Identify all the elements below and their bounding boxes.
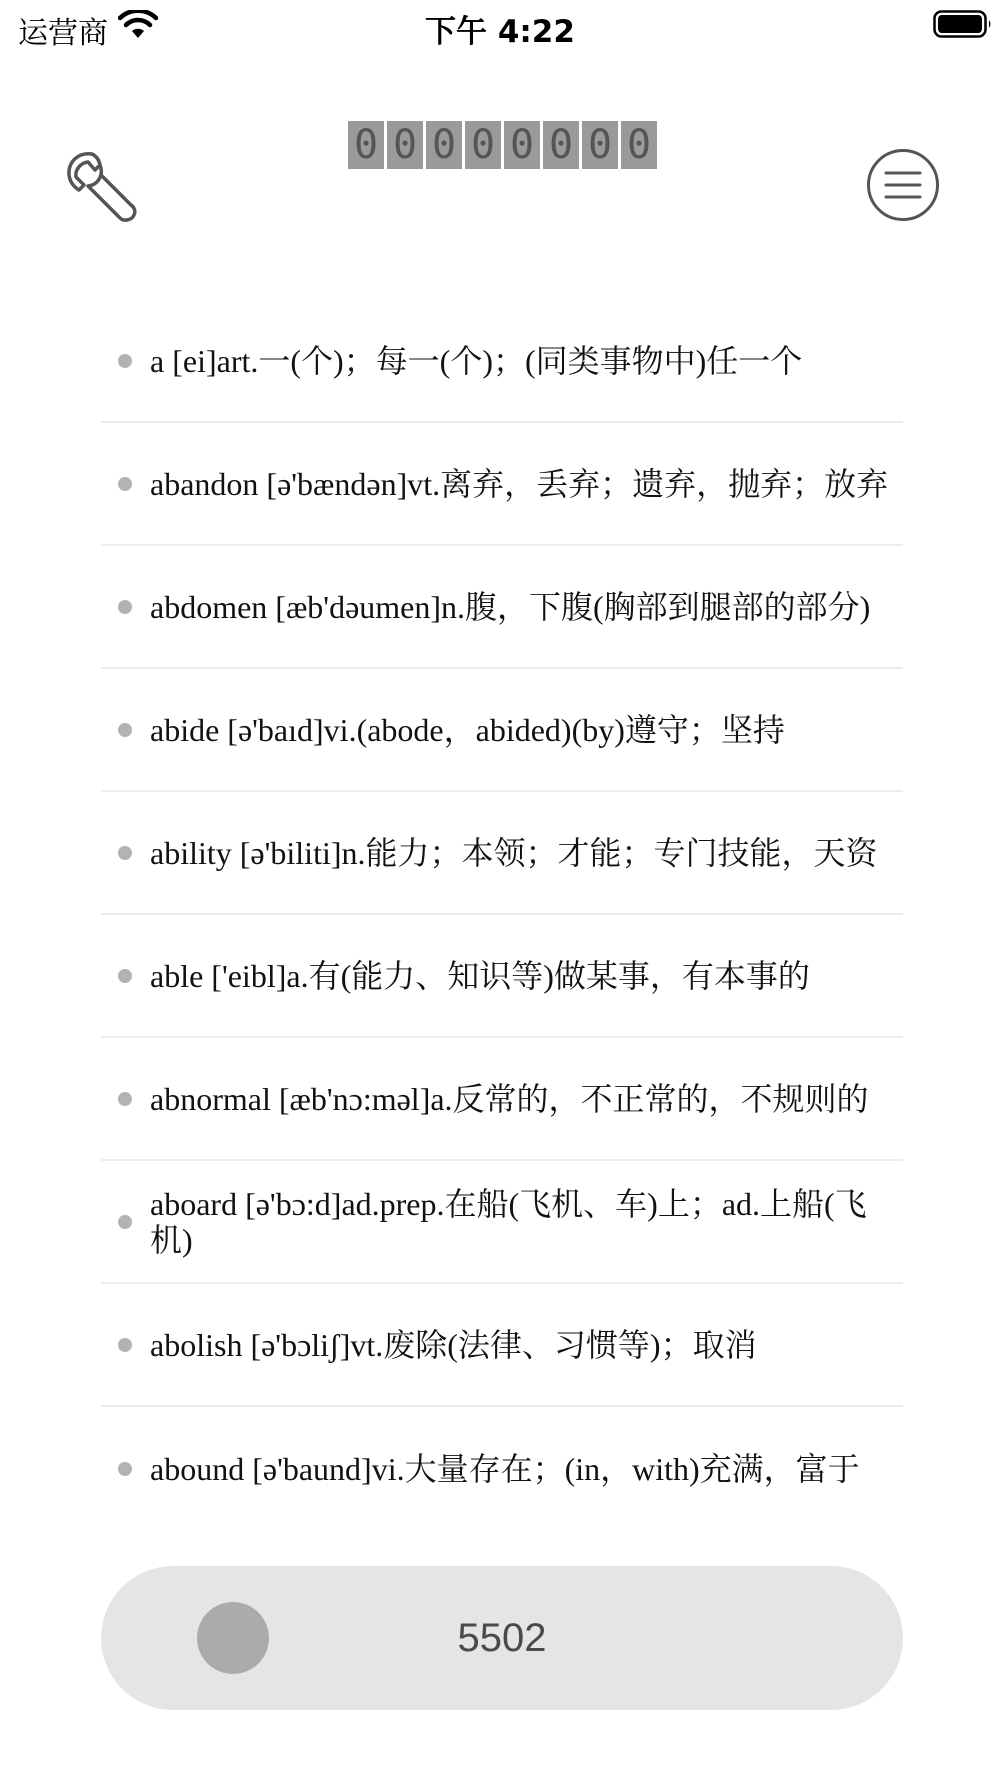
bullet-icon — [118, 477, 132, 491]
word-row[interactable] — [101, 1038, 903, 1161]
word-entry: a [ei]art.一(个)；每一(个)；(同类事物中)任一个 — [150, 342, 803, 379]
bullet-icon — [118, 1092, 132, 1106]
wrench-icon[interactable] — [62, 148, 140, 226]
bullet-icon — [118, 846, 132, 860]
word-row[interactable] — [101, 1161, 903, 1284]
word-entry: aboard [ə'bɔ:d]ad.prep.在船(飞机、车)上；ad.上船(飞机) — [150, 1185, 867, 1258]
word-entry: abound [ə'baund]vi.大量存在；(in，with)充满，富于 — [150, 1450, 860, 1487]
counter-digit: 0 — [465, 121, 501, 169]
word-entry: abdomen [æb'dəumen]n.腹，下腹(胸部到腿部的部分) — [150, 588, 871, 625]
bullet-icon — [118, 1462, 132, 1476]
bullet-icon — [118, 1338, 132, 1352]
counter-digit: 0 — [426, 121, 462, 169]
word-row[interactable] — [101, 300, 903, 423]
counter-digit: 0 — [582, 121, 618, 169]
slider-value: 5502 — [457, 1616, 547, 1660]
word-entry: ability [ə'biliti]n.能力；本领；才能；专门技能，天资 — [150, 834, 878, 871]
counter-digit: 0 — [387, 121, 423, 169]
bullet-icon — [118, 723, 132, 737]
word-list — [101, 300, 903, 1530]
battery-icon — [933, 10, 993, 38]
slider-knob[interactable] — [197, 1602, 269, 1674]
word-entry: able ['eibl]a.有(能力、知识等)做某事，有本事的 — [150, 957, 810, 994]
slider-track[interactable] — [101, 1566, 903, 1710]
word-row[interactable] — [101, 669, 903, 792]
status-time: 下午 4:22 — [425, 14, 575, 50]
bullet-icon — [118, 354, 132, 368]
score-counter — [348, 121, 657, 169]
word-row[interactable] — [101, 1284, 903, 1407]
counter-digit: 0 — [543, 121, 579, 169]
bullet-icon — [118, 969, 132, 983]
word-entry: abandon [ə'bændən]vt.离弃，丢弃；遗弃，抛弃；放弃 — [150, 465, 889, 502]
bullet-icon — [118, 1215, 132, 1229]
counter-digit: 0 — [504, 121, 540, 169]
word-entry: abide [ə'baıd]vi.(abode，abided)(by)遵守；坚持 — [150, 711, 785, 748]
counter-digit: 0 — [348, 121, 384, 169]
carrier-label: 运营商 — [18, 16, 108, 51]
word-entry: abolish [ə'bɔliʃ]vt.废除(法律、习惯等)；取消 — [150, 1326, 757, 1363]
bullet-icon — [118, 600, 132, 614]
status-bar — [0, 0, 1000, 50]
menu-icon[interactable] — [866, 148, 940, 222]
word-row[interactable] — [101, 792, 903, 915]
word-entry: abnormal [æb'nɔ:məl]a.反常的，不正常的，不规则的 — [150, 1080, 869, 1117]
word-row[interactable] — [101, 1407, 903, 1530]
counter-digit: 0 — [621, 121, 657, 169]
word-row[interactable] — [101, 423, 903, 546]
word-row[interactable] — [101, 546, 903, 669]
word-row[interactable] — [101, 915, 903, 1038]
